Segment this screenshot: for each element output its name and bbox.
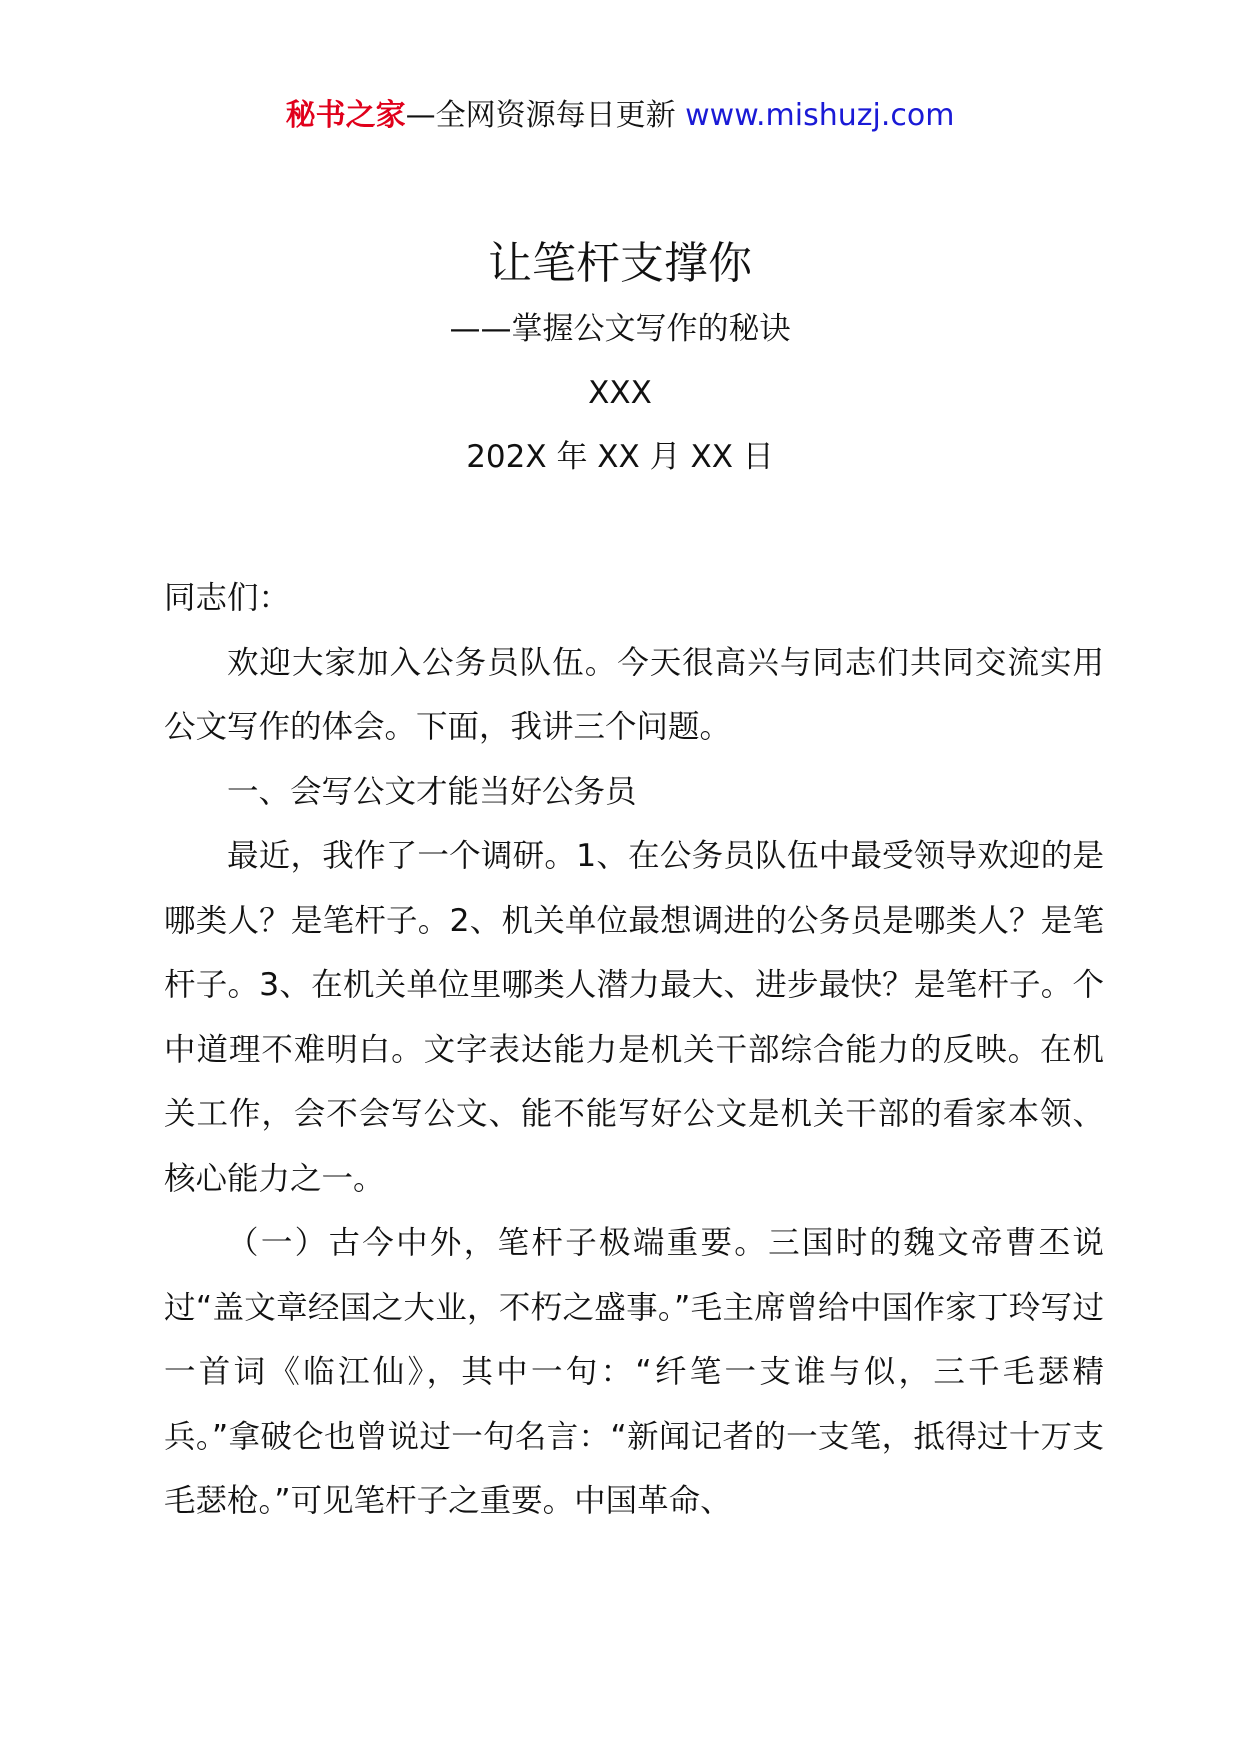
paragraph-research: 最近，我作了一个调研。1、在公务员队伍中最受领导欢迎的是哪类人？是笔杆子。2、机关单位最想调进的公务员是哪类人？是笔杆子。3、在机关单位里哪类人潜力最大、进步最快？是笔杆子。个中道理不难明白。文字表达能力是机关干部综合能力的反映。在机关工作，会不会写公文、能不能写好公文是机关干部的看家本领、核心能力之一。 (164, 838, 1104, 1197)
paragraph-subsection-1: （一）古今中外，笔杆子极端重要。三国时的魏文帝曹丕说过“盖文章经国之大业，不朽之盛事。”毛主席曾给中国作家丁玲写过一首词《临江仙》，其中一句：“纤笔一支谁与似，三千毛瑟精兵。”拿破仑也曾说过一句名言：“新闻记者的一支笔，抵得过十万支毛瑟枪。”可见笔杆子之重要。中国革命、 (164, 1225, 1104, 1519)
site-url-link[interactable]: www.mishuzj.com (685, 98, 955, 133)
section-heading-1: 一、会写公文才能当好公务员 (227, 773, 637, 810)
document-body (164, 566, 1104, 1534)
site-header (0, 96, 1240, 136)
document-title: 让笔杆支撑你 (488, 238, 752, 289)
paragraph-intro: 欢迎大家加入公务员队伍。今天很高兴与同志们共同交流实用公文写作的体会。下面，我讲三个问题。 (164, 644, 1104, 745)
document-date: 202X 年 XX 月 XX 日 (466, 439, 774, 475)
site-tagline: —全网资源每日更新 (405, 98, 676, 133)
document-author: XXX (588, 375, 652, 411)
salutation: 同志们： (164, 580, 291, 616)
document-subtitle: ——掌握公文写作的秘诀 (449, 311, 791, 347)
site-brand: 秘书之家 (285, 98, 406, 133)
